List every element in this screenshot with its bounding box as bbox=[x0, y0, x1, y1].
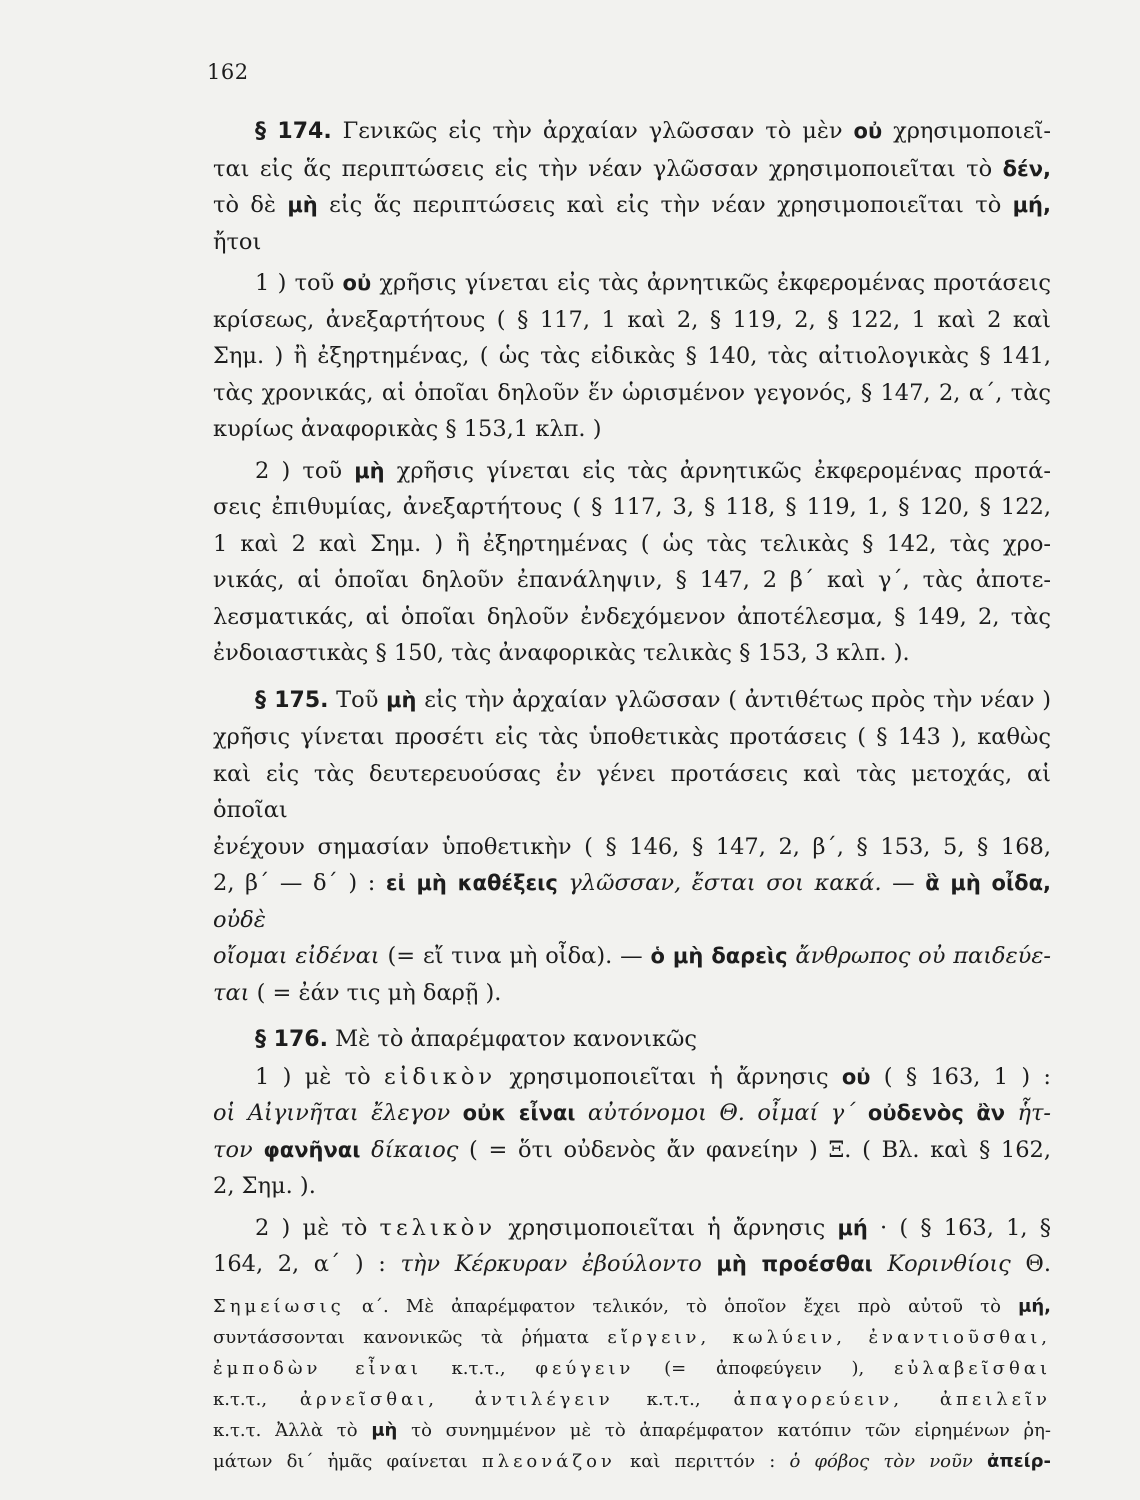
text-run: εἰς ἅς περιπτώσεις καὶ εἰς τὴν νέαν χρησιμοποιεῖται τὸ bbox=[317, 192, 1013, 218]
text-run: χρησιμοποιεῖται ἡ ἄρνησις bbox=[496, 1063, 842, 1090]
bold-term: οὐ bbox=[342, 271, 372, 295]
text-line bbox=[213, 1415, 1051, 1446]
bold-term: μὴ bbox=[354, 458, 385, 483]
text-line: κυρίως ἀναφορικὰς § 153,1 κλπ. ) bbox=[213, 416, 602, 442]
text-run: — bbox=[612, 943, 651, 969]
spaced-term: ἀπαγορεύειν, ἀπειλεῖν bbox=[733, 1388, 1051, 1410]
bold-term: μή bbox=[837, 1215, 868, 1240]
italic-example: ὁ φόβος τὸν νοῦν bbox=[789, 1450, 973, 1472]
text-line: νικάς, αἱ ὁποῖαι δηλοῦν ἐπανάληψιν, § 147, 2 β΄ καὶ γ΄, τὰς ἀποτε- bbox=[213, 567, 1051, 593]
text-line: σεις ἐπιθυμίας, ἀνεξαρτήτους ( § 117, 3, § 118, § 119, 1, § 120, § 122, bbox=[213, 494, 1051, 520]
text-line: καὶ εἰς τὰς δευτερευούσας ἐν γένει προτάσεις καὶ τὰς μετοχάς, αἱ ὁποῖαι bbox=[213, 760, 1051, 823]
text-run bbox=[1005, 1100, 1017, 1126]
bold-term: μὴ bbox=[386, 687, 417, 712]
text-line bbox=[213, 453, 1051, 490]
italic-example: δίκαιος bbox=[371, 1136, 459, 1163]
text-run: κ.τ.τ. Ἀλλὰ τὸ bbox=[213, 1419, 372, 1441]
bold-term: ἃ μὴ οἶδα, bbox=[925, 871, 1051, 895]
bold-term: οὐδενὸς ἂν bbox=[867, 1101, 1006, 1125]
italic-example: οὐδὲ bbox=[213, 906, 266, 933]
spaced-term: εἰδικὸν bbox=[383, 1063, 497, 1090]
text-run: μάτων δι΄ ἡμᾶς φαίνεται bbox=[213, 1450, 482, 1472]
text-line bbox=[213, 187, 1051, 224]
text-line bbox=[213, 1291, 1051, 1322]
text-run: ται εἰς ἅς περιπτώσεις εἰς τὴν νέαν γλῶσσαν χρησιμοποιεῖται τὸ bbox=[213, 155, 1003, 182]
text-run: Γενικῶς εἰς τὴν ἀρχαίαν γλῶσσαν τὸ μὲν bbox=[331, 118, 854, 144]
text-line: Σημ. ) ἢ ἐξηρτημένας, ( ὡς τὰς εἰδικὰς § 140, τὰς αἰτιολογικὰς § 141, bbox=[213, 343, 1051, 369]
bold-term: μὴ bbox=[287, 193, 318, 217]
text-run: 2 ) μὲ τὸ bbox=[255, 1214, 380, 1241]
text-run: Τοῦ bbox=[328, 686, 387, 713]
spaced-term: ἐμποδὼν εἶναι bbox=[213, 1357, 422, 1379]
section-heading: § 176. bbox=[255, 1027, 328, 1052]
text-line bbox=[213, 1446, 1051, 1477]
text-line bbox=[213, 1210, 1051, 1247]
text-run: κ.τ.τ., bbox=[213, 1388, 300, 1410]
text-run: (= εἴ τινα μὴ οἶδα). bbox=[379, 943, 613, 969]
italic-example: οἱ Αἰγινῆται ἔλεγον bbox=[213, 1100, 463, 1126]
bold-term: μή, bbox=[1012, 193, 1051, 217]
text-line: χρῆσις γίνεται προσέτι εἰς τὰς ὑποθετικὰς προτάσεις ( § 143 ), καθὼς bbox=[213, 724, 1051, 750]
text-line: κρίσεως, ἀνεξαρτήτους ( § 117, 1 καὶ 2, § 119, 2, § 122, 1 καὶ 2 καὶ bbox=[213, 306, 1051, 333]
text-run: καὶ περιττόν : bbox=[615, 1450, 790, 1472]
text-run: Θ. bbox=[1010, 1251, 1051, 1277]
text-run: τὸ συνημμένον μὲ τὸ ἀπαρέμφατον κατόπιν τῶν εἰρημένων ῥη- bbox=[397, 1419, 1051, 1441]
text-run: χρησιμοποιεῖ- bbox=[882, 118, 1051, 144]
spaced-term: φεύγειν bbox=[535, 1357, 635, 1379]
bold-term: οὐκ εἶναι bbox=[462, 1101, 576, 1125]
spaced-term: ἀρνεῖσθαι, ἀντιλέγειν bbox=[299, 1388, 614, 1410]
spaced-term: εἴργειν, κωλύειν, ἐναντιοῦσθαι, bbox=[607, 1326, 1052, 1348]
text-line: 2, Σημ. ). bbox=[213, 1173, 316, 1199]
text-run: Μὲ τὸ ἀπαρέμφατον κανονικῶς bbox=[327, 1026, 697, 1052]
text-run: ( = ἐάν τις μὴ δαρῇ ). bbox=[249, 979, 502, 1006]
text-line bbox=[213, 1322, 1051, 1353]
text-line: τὰς χρονικάς, αἱ ὁποῖαι δηλοῦν ἕν ὡρισμένον γεγονός, § 147, 2, α΄, τὰς bbox=[213, 379, 1051, 406]
italic-example: ται bbox=[213, 979, 250, 1006]
text-line bbox=[213, 682, 1051, 720]
text-line: 1 καὶ 2 καὶ Σημ. ) ἢ ἐξηρτημένας ( ὡς τὰς τελικὰς § 142, τὰς χρο- bbox=[213, 530, 1051, 557]
text-line bbox=[213, 975, 1051, 1012]
bold-term: μὴ προέσθαι bbox=[716, 1252, 873, 1276]
italic-example: ἄνθρωπος οὐ παιδεύε- bbox=[787, 943, 1052, 969]
text-run bbox=[973, 1451, 987, 1472]
text-run: χρῆσις γίνεται εἰς τὰς ἀρνητικῶς ἐκφερομένας προτά- bbox=[384, 457, 1051, 484]
text-run bbox=[360, 1137, 371, 1163]
text-run: ( § 163, 1 ) : bbox=[870, 1063, 1051, 1090]
spaced-term: εὐλαβεῖσθαι bbox=[894, 1357, 1052, 1379]
text-run: — bbox=[881, 870, 926, 896]
italic-example: ἧτ- bbox=[1017, 1100, 1052, 1126]
text-run: 1 ) μὲ τὸ bbox=[255, 1063, 384, 1090]
page-body bbox=[213, 113, 1051, 1477]
bold-term: μὴ bbox=[371, 1419, 398, 1441]
page-number: 162 bbox=[207, 60, 249, 84]
text-line bbox=[213, 265, 1051, 302]
bold-term: φανῆναι bbox=[263, 1137, 361, 1162]
text-line: ἐνδοιαστικὰς § 150, τὰς ἀναφορικὰς τελικὰς § 153, 3 κλπ. ). bbox=[213, 640, 910, 666]
text-run bbox=[745, 1100, 757, 1126]
text-line bbox=[213, 1095, 1051, 1132]
text-run: 164, 2, α΄ ) : bbox=[213, 1251, 401, 1277]
text-run: (= ἀποφεύγειν ), bbox=[634, 1357, 895, 1379]
text-run: · ( § 163, 1, § bbox=[867, 1214, 1051, 1241]
text-line bbox=[213, 1132, 1051, 1169]
text-line bbox=[213, 1353, 1051, 1384]
bold-term: ὁ μὴ δαρεὶς bbox=[650, 944, 788, 968]
text-run: κ.τ.τ., bbox=[613, 1388, 734, 1410]
text-line: ἤτοι bbox=[213, 228, 262, 255]
note-heading: Σημείωσις bbox=[213, 1295, 345, 1317]
section-heading: § 175. bbox=[255, 687, 329, 713]
text-run bbox=[855, 1100, 867, 1126]
text-run: χρῆσις γίνεται εἰς τὰς ἀρνητικῶς ἐκφερομένας προτάσεις bbox=[371, 270, 1051, 296]
bold-term: εἰ μὴ καθέξεις bbox=[385, 871, 558, 895]
bold-term: μή, bbox=[1018, 1295, 1051, 1317]
section-174 bbox=[213, 113, 1051, 672]
section-175 bbox=[213, 682, 1051, 1012]
bold-term: δέν, bbox=[1002, 156, 1051, 181]
text-run: α΄. Μὲ ἀπαρέμφατον τελικόν, τὸ ὁποῖον ἔχει πρὸ αὐτοῦ τὸ bbox=[344, 1295, 1019, 1317]
italic-example: οἶμαί γ΄ bbox=[757, 1100, 856, 1126]
bold-term: ἀπείρ- bbox=[987, 1450, 1051, 1472]
text-run: 2 ) τοῦ bbox=[255, 457, 355, 484]
text-run: εἰς τὴν ἀρχαίαν γλῶσσαν ( ἀντιθέτως πρὸς τὴν νέαν ) bbox=[416, 686, 1051, 713]
text-run: 1 ) τοῦ bbox=[255, 270, 343, 296]
spaced-term: πλεονάζον bbox=[481, 1450, 616, 1472]
text-line bbox=[213, 1246, 1051, 1283]
text-line bbox=[213, 113, 1051, 151]
bold-term: οὐ bbox=[853, 119, 883, 143]
text-run: κ.τ.τ., bbox=[421, 1357, 536, 1379]
text-run bbox=[702, 1251, 717, 1277]
section-176 bbox=[213, 1021, 1051, 1283]
spaced-term: τελικὸν bbox=[379, 1214, 497, 1241]
italic-example: γλῶσσαν, ἔσται σοι κακά. bbox=[557, 870, 882, 896]
text-line bbox=[213, 1384, 1051, 1415]
italic-example: τον bbox=[213, 1136, 253, 1163]
text-run: συντάσσονται κανονικῶς τὰ ῥήματα bbox=[213, 1326, 608, 1348]
text-run: τὸ δὲ bbox=[213, 192, 288, 218]
text-line bbox=[213, 938, 1051, 975]
italic-example: αὐτόνομοι Θ. bbox=[575, 1100, 745, 1126]
text-line: λεσματικάς, αἱ ὁποῖαι δηλοῦν ἐνδεχόμενον ἀποτέλεσμα, § 149, 2, τὰς bbox=[213, 603, 1051, 630]
note-block bbox=[213, 1291, 1051, 1477]
bold-term: οὐ bbox=[841, 1064, 871, 1089]
text-run: 2, β΄ — δ΄ ) : bbox=[213, 870, 386, 896]
text-line bbox=[213, 1021, 1051, 1059]
text-run: ( = ὅτι οὐδενὸς ἄν φανείην ) Ξ. ( Βλ. καὶ § 162, bbox=[458, 1136, 1051, 1163]
text-run bbox=[253, 1137, 264, 1163]
text-run: χρησιμοποιεῖται ἡ ἄρνησις bbox=[496, 1214, 838, 1241]
italic-example: Κορινθίοις bbox=[887, 1251, 1011, 1277]
text-line bbox=[213, 151, 1051, 188]
italic-example: οἴομαι εἰδέναι bbox=[213, 943, 380, 969]
text-run bbox=[873, 1251, 888, 1277]
italic-example: τὴν Κέρκυραν ἐβούλοντο bbox=[400, 1251, 702, 1277]
text-line: ἐνέχουν σημασίαν ὑποθετικὴν ( § 146, § 147, 2, β΄, § 153, 5, § 168, bbox=[213, 833, 1051, 860]
text-line bbox=[213, 1059, 1051, 1096]
section-heading: § 174. bbox=[255, 119, 332, 144]
text-line bbox=[213, 865, 1051, 938]
